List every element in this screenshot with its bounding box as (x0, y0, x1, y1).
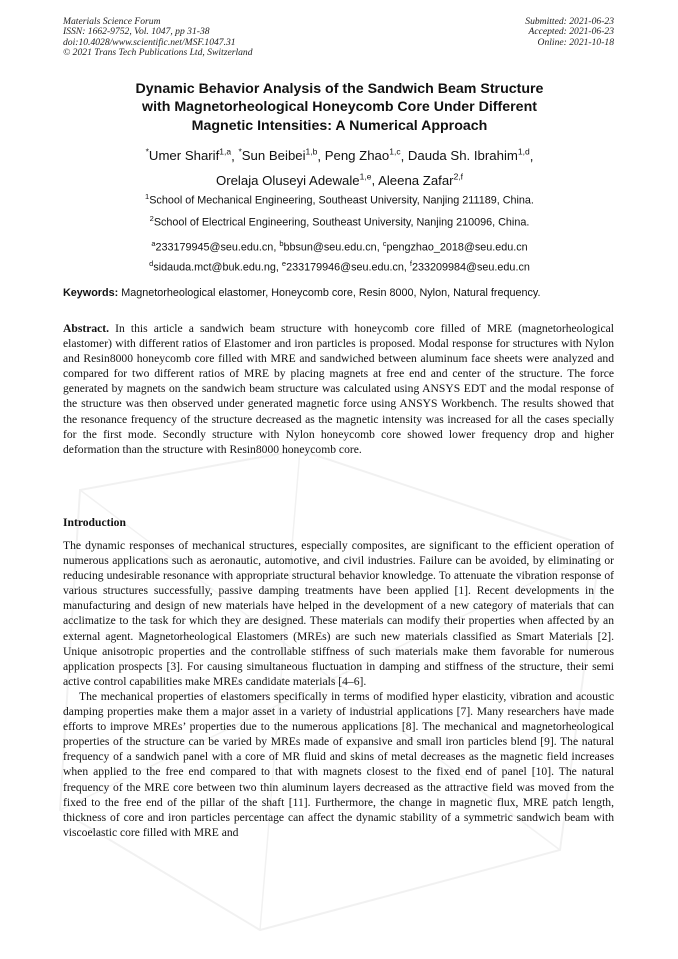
journal-info (63, 17, 253, 59)
keywords-label: Keywords: (63, 287, 119, 299)
title-line: with Magnetorheological Honeycomb Core Under Different (142, 99, 537, 116)
author-line: *Umer Sharif$^{1,a}$, *Sun Beibei$^{1,b}$, Peng Zhao$^{1,c}$, Dauda Sh. Ibrahim$^{1,d}$, (145, 147, 534, 164)
email-line: $^a$233179945@seu.edu.cn, $^b$bbsun@seu.edu.cn, $^c$pengzhao_2018@seu.edu.cn (151, 239, 528, 254)
email-a: 233179945@seu.edu.cn (155, 241, 274, 254)
journal-copyright: © 2021 Trans Tech Publications Ltd, Switzerland (63, 47, 253, 59)
author-list (63, 142, 616, 191)
journal-doi: doi:10.4028/www.scientific.net/MSF.1047.31 (63, 36, 236, 48)
email-line: $^d$sidauda.mct@buk.edu.ng, $^e$233179946@seu.edu.cn, $^f$233209984@seu.edu.cn (149, 259, 530, 274)
paper-title (63, 80, 616, 135)
section-heading-introduction: Introduction (63, 516, 126, 529)
author-1: *Umer Sharif$^{1,a}$ (145, 147, 232, 164)
author-4: Dauda Sh. Ibrahim$^{1,d}$ (407, 147, 530, 164)
accepted-date: Accepted: 2021-06-23 (528, 26, 614, 38)
affiliation-2: $^2$School of Electrical Engineering, Southeast University, Nanjing 210096, China. (149, 214, 530, 229)
email-f: 233209984@seu.edu.cn (412, 261, 530, 274)
affiliation-1: $^1$School of Mechanical Engineering, Southeast University, Nanjing 211189, China. (145, 192, 534, 207)
email-list (63, 236, 616, 276)
keywords (63, 286, 618, 300)
keywords-text: Magnetorheological elastomer, Honeycomb core, Resin 8000, Nylon, Natural frequency. (121, 287, 541, 299)
abstract (63, 321, 614, 457)
author-2: *Sun Beibei$^{1,b}$ (238, 147, 318, 164)
submitted-date: Submitted: 2021-06-23 (525, 16, 614, 27)
introduction-body (63, 538, 614, 840)
author-5: Orelaja Oluseyi Adewale$^{1,e}$ (215, 171, 372, 188)
intro-paragraph: The mechanical properties of elastomers specifically in terms of modified hyper elasticity, vibration and acoustic damping properties make them a major asset in a variety of industrial applications [7]. Many researchers have made efforts to improve MREs’ properties due to the numerous applications [8]. The mechanical and magnetorheological properties of the structure can be varied by MREs made of expansive and small iron particles blend [9]. The natural frequency of a sandwich panel with a core of MR fluid and skins of metal decreases as the magnetic field increases when applied to the free end compared to that with magnets closest to the fixed end of panel [10]. The natural frequency of the MRE core between two thin aluminum layers decreased as the attractive field was moved from the fixed to the free end of the pillar of the shaft [11]. Furthermore, the change in magnetic flux, MRE patch length, thickness of core and iron particles percentage can affect the dynamic stability of a symmetric sandwich beam with viscoelastic core filled with MRE and (63, 689, 614, 839)
intro-paragraph: The dynamic responses of mechanical structures, especially composites, are significant to the efficient operation of numerous applications such as aeronautic, automotive, and civil industries. Failure can be avoided, by eliminating or reducing undesirable resonance with appropriate structural behavior knowledge. To attenuate the vibration response of various structures successfully, passive damping treatments have been applied [1]. Recent developments in the manufacturing and design of new materials have helped in the development of a new category of materials that can acclimatize to the task for which they are designed. These materials can modify their properties when affected by an external agent. Magnetorheological Elastomers (MREs) are such new materials classified as Smart Materials [2]. Unique anisotropic properties and the controllable stiffness of such materials make them favorable for numerous application prospects [3]. For causing simultaneous fluctuation in damping and stiffness of the structure, their semi active control capabilities make MREs candidate materials [4–6]. (63, 539, 614, 688)
author-line: Orelaja Oluseyi Adewale$^{1,e}$, Aleena Zafar$^{2,f}$ (215, 171, 464, 188)
email-d: sidauda.mct@buk.edu.ng (153, 261, 276, 274)
email-b: bbsun@seu.edu.cn (283, 241, 377, 254)
abstract-text: In this article a sandwich beam structure with honeycomb core filled of MRE (magnetorheological elastomer) with different ratios of Elastomer and iron particles is proposed. Modal response for structures with Nylon and Resin8000 honeycomb core filled with MRE and sandwiched between aluminum face sheets were analyzed and compared for two different ratios of MRE by placing magnets at free end and center of the structure. The force generated by magnets on the sandwich beam structure was calculated using ANSYS EDT and the modal response of the structure was then observed under generated magnetic force using ANSYS Workbench. The results showed that the resonance frequency of the structure decreased as the magnetic intensity was increased for all the cases specially for the first mode. Secondly structure with Nylon honeycomb core showed lower frequency drop and higher deformation than the structure with Resin8000 honeycomb core. (63, 322, 615, 456)
submission-dates (525, 17, 614, 48)
journal-name: Materials Science Forum (63, 16, 161, 27)
author-3: Peng Zhao$^{1,c}$ (324, 147, 401, 164)
abstract-label: Abstract. (63, 322, 110, 335)
author-6: Aleena Zafar$^{2,f}$ (378, 171, 464, 188)
online-date: Online: 2021-10-18 (537, 36, 614, 48)
title-line: Dynamic Behavior Analysis of the Sandwich Beam Structure (135, 81, 544, 97)
email-e: 233179946@seu.edu.cn (286, 261, 404, 274)
email-c: pengzhao_2018@seu.edu.cn (386, 241, 528, 254)
journal-issn: ISSN: 1662-9752, Vol. 1047, pp 31-38 (63, 26, 210, 38)
title-line: Magnetic Intensities: A Numerical Approach (191, 117, 488, 134)
